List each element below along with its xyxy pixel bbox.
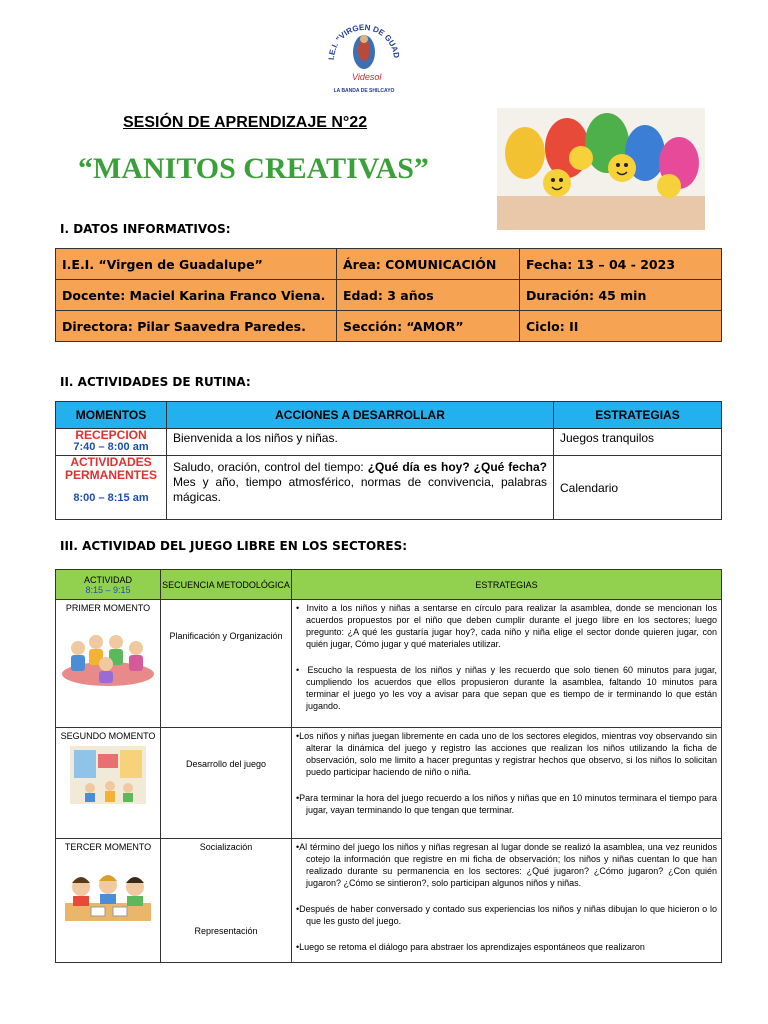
strategy-bullet: •Al término del juego los niños y niñas regresan al lugar donde se realizó la asamblea, una vez reunidos cotejo la información que registre en mi ficha de observación; los niños y niñas cuentan lo que han realizado durante su permanencia en los sectores: ¿Qué jugaron? ¿Cómo jugaron? ¿Con quién jugaron? ¿Cómo se sintieron?, solo participan algunos niños y niñas. [296, 842, 717, 888]
column-header: SECUENCIA METODOLÓGICA [161, 570, 292, 600]
table-row [56, 429, 722, 456]
free-play-table [55, 569, 722, 963]
section1-heading: I. DATOS INFORMATIVOS: [60, 222, 231, 236]
logo-tagline: LA BANDA DE SHILCAYO [333, 88, 395, 94]
painted-hands-image [497, 108, 705, 230]
table-header-row [56, 402, 722, 429]
strategy-bullet: •Después de haber conversado y contado sus experiencias los niños y niñas dibujan lo que hicieron o lo que les gusto del juego. [296, 904, 717, 926]
info-cell: Sección: “AMOR” [337, 311, 520, 342]
column-header [56, 570, 161, 600]
logo-brand: Videsol [352, 72, 382, 82]
column-header: ACCIONES A DESARROLLAR [167, 402, 554, 429]
action-cell [167, 456, 554, 520]
sequence-cell: Planificación y Organización [161, 600, 292, 728]
info-cell: Directora: Pilar Saavedra Paredes. [56, 311, 337, 342]
school-logo [322, 12, 406, 96]
strategy-cell: Juegos tranquilos [554, 429, 722, 456]
moment-cell [56, 600, 161, 728]
routine-table [55, 401, 722, 520]
info-cell: Ciclo: II [520, 311, 722, 342]
moment-label: PRIMER MOMENTO [65, 603, 151, 613]
column-header: MOMENTOS [56, 402, 167, 429]
moment-cell [56, 456, 167, 520]
strategy-bullet: •Para terminar la hora del juego recuerdo a los niños y niñas que en 10 minutos terminara el tiempo para jugar, vayan terminando lo que tengan que terminar. [296, 793, 717, 815]
children-drawing-image [61, 867, 155, 925]
column-header: ESTRATEGIAS [292, 570, 722, 600]
table-row [56, 839, 722, 963]
info-cell: I.E.I. “Virgen de Guadalupe” [56, 249, 337, 280]
table-row [56, 311, 722, 342]
sequence-cell: Desarrollo del juego [161, 728, 292, 839]
classroom-image [70, 746, 146, 804]
info-table [55, 248, 722, 342]
strategy-cell [292, 839, 722, 963]
logo-arc-text: I.E.I. "VIRGEN DE GUAD [326, 22, 402, 61]
moment-cell [56, 728, 161, 839]
moment-cell [56, 839, 161, 963]
moment-time: 8:00 – 8:15 am [73, 492, 149, 504]
moment-label: TERCER MOMENTO [64, 842, 152, 852]
children-circle-image [60, 618, 156, 690]
activity-header: ACTIVIDAD [83, 574, 132, 585]
sequence-label: Representación [194, 926, 258, 936]
action-text: Mes y año, tiempo atmosférico, normas de convivencia, palabras mágicas. [173, 475, 547, 504]
moment-label: SEGUNDO MOMENTO [60, 731, 156, 741]
strategy-cell [292, 600, 722, 728]
moment-label: RECEPCION [75, 428, 147, 442]
strategy-bullet: •Luego se retoma el diálogo para abstraer los aprendizajes espontáneos que realizaron [296, 942, 645, 952]
info-cell: Edad: 3 años [337, 280, 520, 311]
moment-cell [56, 429, 167, 456]
strategy-bullet: • Escucho la respuesta de los niños y niñas y les recuerdo que solo tienen 60 minutos para jugar, cumpliendo los acuerdos que ellos propusieron durante la asamblea, faltando 10 minutos para terminar el juego yo les voy a avisar para que sepan que es tiempo de ir terminando lo que están jugando. [296, 665, 718, 711]
moment-time: 7:40 – 8:00 am [73, 441, 149, 453]
table-row [56, 280, 722, 311]
section2-heading: II. ACTIVIDADES DE RUTINA: [60, 375, 251, 389]
session-title: SESIÓN DE APRENDIZAJE N°22 [123, 114, 368, 131]
section3-heading: III. ACTIVIDAD DEL JUEGO LIBRE EN LOS SECTORES: [60, 539, 408, 553]
strategy-cell [292, 728, 722, 839]
action-question: ¿Qué día es hoy? ¿Qué fecha? [367, 460, 547, 474]
activity-time: 8:15 – 9:15 [85, 584, 131, 595]
table-row [56, 600, 722, 728]
table-row [56, 456, 722, 520]
strategy-bullet: •Los niños y niñas juegan libremente en cada uno de los sectores elegidos, mientras voy observando sin alterar la dinámica del juego y registro las acciones que realizan los niños utilizando la ficha de observación, solo me limito a hacer preguntas y registrar hechos que observo, si los niños lo solicitan puedo participar haciendo de niño o niña. [296, 731, 717, 777]
sequence-label: Socialización [199, 842, 253, 852]
action-cell: Bienvenida a los niños y niñas. [167, 429, 554, 456]
moment-label: ACTIVIDADES PERMANENTES [64, 455, 157, 482]
strategy-cell: Calendario [554, 456, 722, 520]
column-header: ESTRATEGIAS [554, 402, 722, 429]
table-row [56, 249, 722, 280]
main-title: “MANITOS CREATIVAS” [78, 152, 429, 185]
info-cell: Duración: 45 min [520, 280, 722, 311]
strategy-bullet: • Invito a los niños y niñas a sentarse en círculo para realizar la asamblea, donde se mencionan los acuerdos propuestos por el niño que deben cumplir durante el juego libre en los sectores; luego pregunto: ¿A qué les gustaría jugar hoy?, cada niño y niña elige el sector donde quieren jugar, con quién jugar, Cómo jugar y qué materiales utilizar. [296, 603, 717, 649]
sequence-cell [161, 839, 292, 963]
info-cell: Fecha: 13 – 04 - 2023 [520, 249, 722, 280]
table-header-row [56, 570, 722, 600]
info-cell: Docente: Maciel Karina Franco Viena. [56, 280, 337, 311]
info-cell: Área: COMUNICACIÓN [337, 249, 520, 280]
table-row [56, 728, 722, 839]
action-text: Saludo, oración, control del tiempo: [173, 460, 368, 474]
